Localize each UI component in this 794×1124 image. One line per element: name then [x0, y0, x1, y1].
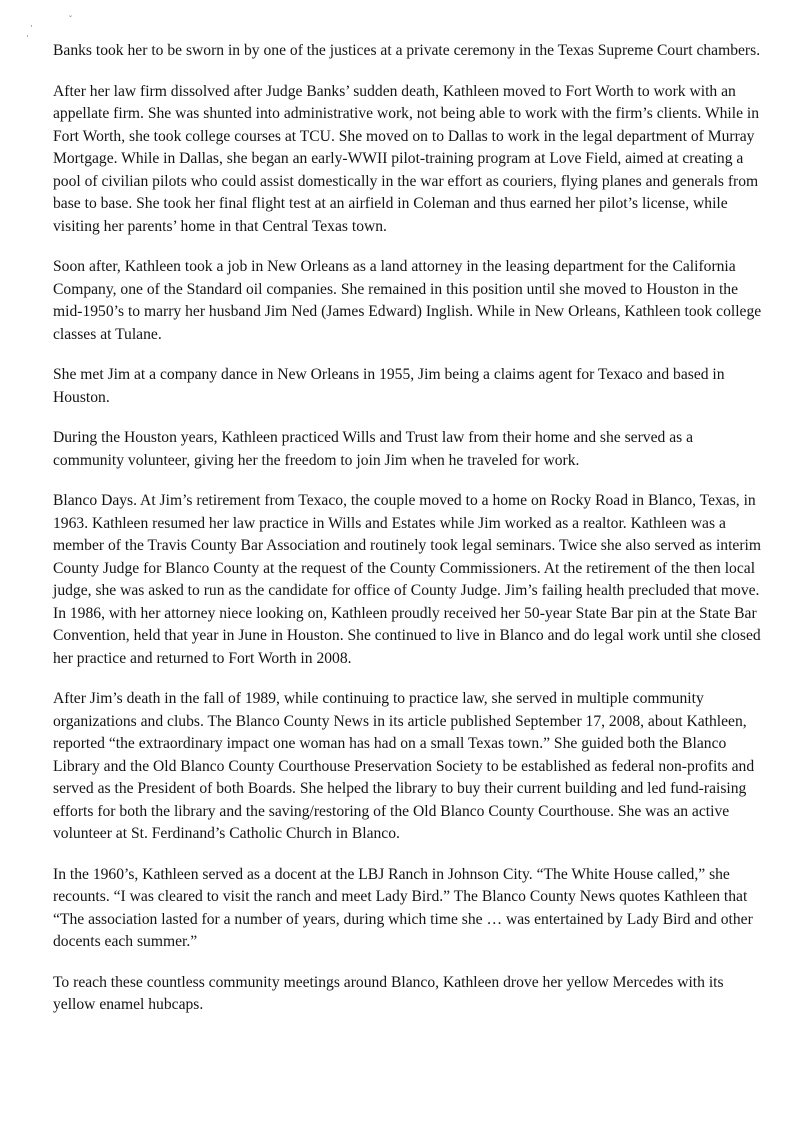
- paragraph-lbj-ranch: In the 1960’s, Kathleen served as a docent at the LBJ Ranch in Johnson City. “The White House called,” she recounts. “I was cleared to visit the ranch and meet Lady Bird.” The Blanco County News quotes Kathleen that “The association lasted for a number of years, during which time she … was entertained by Lady Bird and other docents each summer.”: [53, 865, 753, 950]
- scan-speck-mark: ·: [26, 31, 29, 41]
- paragraph-houston-years: During the Houston years, Kathleen practiced Wills and Trust law from their home and she served as a community volunteer, giving her the freedom to join Jim when he traveled for work.: [53, 429, 694, 469]
- scan-speck-mark: ˘: [69, 14, 72, 24]
- paragraph-community-service: After Jim’s death in the fall of 1989, while continuing to practice law, she served in multiple community organizations and clubs. The Blanco County News in its article published September 17, 2008, about Kathleen, reported “the extraordinary impact one woman has had on a small Texas town.” She guided both the Blanco Library and the Old Blanco County Courthouse Preservation Society to be established as federal non-profits and served as the President of both Boards. She helped the library to buy their current building and led fund-raising efforts for both the library and the saving/restoring of the Old Blanco County Courthouse. She was an active volunteer at St. Ferdinand’s Catholic Church in Blanco.: [53, 690, 755, 842]
- paragraph-met-jim: She met Jim at a company dance in New Orleans in 1955, Jim being a claims agent for Texaco and based in Houston.: [53, 366, 725, 406]
- paragraph-new-orleans: Soon after, Kathleen took a job in New Orleans as a land attorney in the leasing department for the California Company, one of the Standard oil companies. She remained in this position until she moved to Houston in the mid-1950’s to marry her husband Jim Ned (James Edward) Inglish. While in New Orleans, Kathleen took college classes at Tulane.: [53, 258, 762, 343]
- document-body: [53, 40, 765, 1035]
- scan-speck-mark: ·: [30, 21, 33, 31]
- paragraph-swearing-in: Banks took her to be sworn in by one of the justices at a private ceremony in the Texas Supreme Court chambers.: [53, 42, 761, 59]
- paragraph-blanco-days: Blanco Days. At Jim’s retirement from Texaco, the couple moved to a home on Rocky Road in Blanco, Texas, in 1963. Kathleen resumed her law practice in Wills and Estates while Jim worked as a realtor. Kathleen was a member of the Travis County Bar Association and routinely took legal seminars. Twice she also served as interim County Judge for Blanco County at the request of the County Commissioners. At the retirement of the then local judge, she was asked to run as the candidate for office of County Judge. Jim’s failing health precluded that move. In 1986, with her attorney niece looking on, Kathleen proudly received her 50-year State Bar pin at the State Bar Convention, held that year in June in Houston. She continued to live in Blanco and do legal work until she closed her practice and returned to Fort Worth in 2008.: [53, 492, 762, 667]
- paragraph-fort-worth-dallas: After her law firm dissolved after Judge Banks’ sudden death, Kathleen moved to Fort Worth to work with an appellate firm. She was shunted into administrative work, not being able to work with the firm’s clients. While in Fort Worth, she took college courses at TCU. She moved on to Dallas to work in the legal department of Murray Mortgage. While in Dallas, she began an early-WWII pilot-training program at Love Field, aimed at creating a pool of civilian pilots who could assist domestically in the war effort as couriers, flying planes and generals from base to base. She took her final flight test at an airfield in Coleman and thus earned her pilot’s license, while visiting her parents’ home in that Central Texas town.: [53, 82, 760, 235]
- paragraph-yellow-mercedes: To reach these countless community meetings around Blanco, Kathleen drove her yellow Mercedes with its yellow enamel hubcaps.: [53, 973, 724, 1013]
